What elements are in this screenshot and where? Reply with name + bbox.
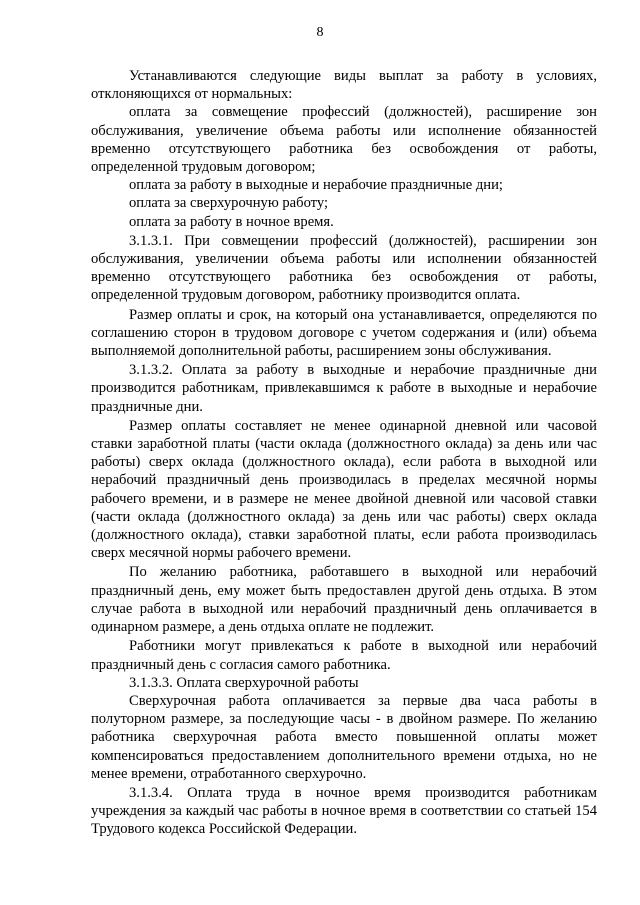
- section-3-1-3-3-heading: 3.1.3.3. Оплата сверхурочной работы: [129, 674, 359, 691]
- list-item-overtime-pay: оплата за сверхурочную работу;: [129, 195, 329, 212]
- paragraph-consent: Работники могут привлекаться к работе в выходной или нерабочий праздничный день с согласия самого работника.: [91, 638, 597, 673]
- document-body: [91, 67, 597, 839]
- paragraph-day-off: По желанию работника, работавшего в выходной или нерабочий праздничный день, ему может быть предоставлен другой день отдыха. В этом случае работа в выходной или нерабочий праздничный день оплачивается в одинарном размере, а день отдыха оплате не подлежит.: [91, 564, 597, 636]
- paragraph-intro: Устанавливаются следующие виды выплат за работу в условиях, отклоняющихся от нормальных:: [91, 68, 597, 103]
- list-item-combination-pay: оплата за совмещение профессий (должностей), расширение зон обслуживания, увеличение объема работы или исполнение обязанностей временно отсутствующего работника без освобождения от работы, определенной трудовым договором;: [91, 104, 597, 176]
- page-number: 8: [316, 25, 324, 40]
- list-item-weekend-pay: оплата за работу в выходные и нерабочие праздничные дни;: [129, 177, 503, 194]
- paragraph-payment-size: Размер оплаты и срок, на который она устанавливается, определяются по соглашению сторон в трудовом договоре с учетом содержания и (или) объема выполняемой дополнительной работы, расширением зоны обслуживания.: [91, 306, 597, 360]
- section-3-1-3-4: 3.1.3.4. Оплата труда в ночное время производится работникам учреждения за каждый час работы в ночное время в соответствии со статьей 154 Трудового кодекса Российской Федерации.: [91, 784, 597, 838]
- section-3-1-3-2: 3.1.3.2. Оплата за работу в выходные и нерабочие праздничные дни производится работникам, привлекавшимся к работе в выходные и нерабочие праздничные дни.: [91, 362, 597, 415]
- paragraph-overtime: Сверхурочная работа оплачивается за первые два часа работы в полуторном размере, за последующие часы - в двойном размере. По желанию работника сверхурочная работа вместо повышенной оплаты может компенсироваться предоставлением дополнительного времени отдыха, но не менее времени, отработанного сверхурочно.: [91, 692, 597, 782]
- section-3-1-3-1: 3.1.3.1. При совмещении профессий (должностей), расширении зон обслуживания, увеличении объема работы или исполнении обязанностей временно отсутствующего работника без освобождения от работы, определенной трудовым договором, работнику производится оплата.: [91, 232, 597, 304]
- paragraph-weekend-rate: Размер оплаты составляет не менее одинарной дневной или часовой ставки заработной платы (части оклада (должностного оклада) за день или час работы) сверх оклада (должностного оклада), если работа в выходной или нерабочий праздничный день производилась в пределах месячной нормы рабочего времени, и в размере не менее двойной дневной или часовой ставки (части оклада (должностного оклада) за день или час работы) сверх оклада (должностного оклада), ставки заработной платы, если работа производилась сверх месячной нормы рабочего времени.: [91, 417, 597, 562]
- list-item-night-pay: оплата за работу в ночное время.: [129, 213, 334, 230]
